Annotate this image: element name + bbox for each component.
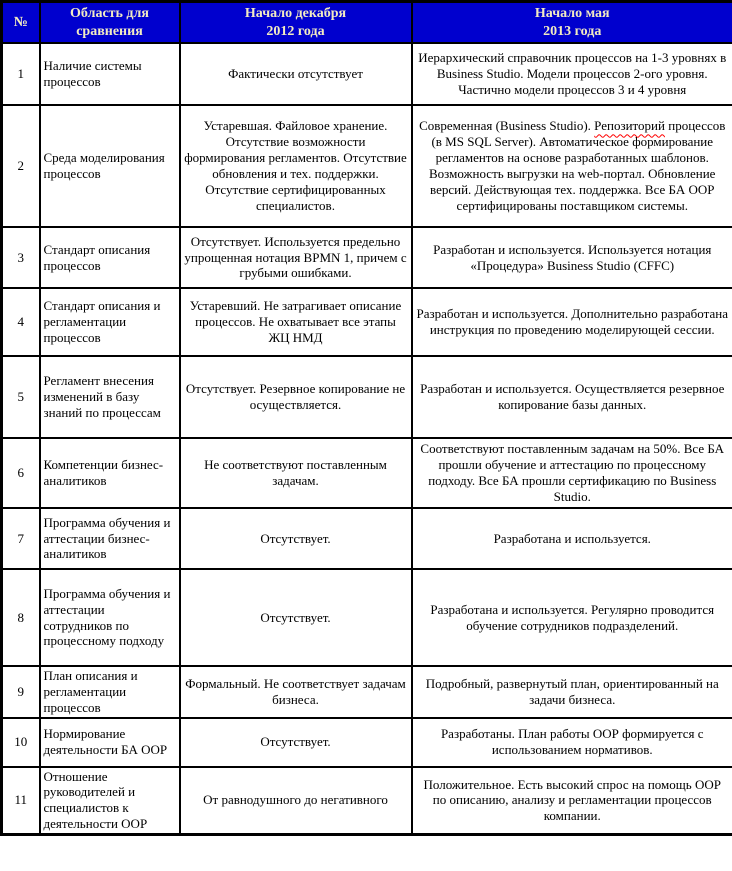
comparison-area-cell: Регламент внесения изменений в базу знаний по процессам	[40, 356, 180, 438]
header-row	[2, 2, 732, 44]
row-number: 7	[2, 508, 40, 569]
row-number: 3	[2, 227, 40, 288]
table-row	[2, 569, 732, 666]
comparison-area-cell: Программа обучения и аттестации сотрудников по процессному подходу	[40, 569, 180, 666]
table-row	[2, 356, 732, 438]
table-row	[2, 227, 732, 288]
may-2013-cell: Разработан и используется. Используется нотация «Процедура» Business Studio (CFFC)	[412, 227, 732, 288]
col-header-may-2013	[412, 2, 732, 44]
comparison-area-cell: Нормирование деятельности БА ООР	[40, 718, 180, 767]
header-line: 2012 года	[266, 23, 325, 39]
table-row	[2, 105, 732, 227]
dec-2012-cell: Устаревший. Не затрагивает описание процессов. Не охватывает все этапы ЖЦ НМД	[180, 288, 412, 356]
may-2013-cell	[412, 105, 732, 227]
comparison-area-cell: Стандарт описания и регламентации процессов	[40, 288, 180, 356]
comparison-area-cell: Программа обучения и аттестации бизнес-аналитиков	[40, 508, 180, 569]
comparison-area-cell: План описания и регламентации процессов	[40, 666, 180, 718]
table-row	[2, 43, 732, 105]
row-number: 10	[2, 718, 40, 767]
may-2013-cell: Положительное. Есть высокий спрос на помощь ООР по описанию, анализу и регламентации процессов компании.	[412, 767, 732, 835]
header-line: 2013 года	[543, 23, 602, 39]
col-header-number: №	[2, 2, 40, 44]
dec-2012-cell: Фактически отсутствует	[180, 43, 412, 105]
may-2013-cell: Иерархический справочник процессов на 1-3 уровнях в Business Studio. Модели процессов 2-ого уровня. Частично модели процессов 3 и 4 уровня	[412, 43, 732, 105]
header-line: Начало декабря	[244, 6, 347, 21]
comparison-area-cell: Отношение руководителей и специалистов к деятельности ООР	[40, 767, 180, 835]
table-row	[2, 438, 732, 508]
row-number: 8	[2, 569, 40, 666]
may-2013-cell: Соответствуют поставленным задачам на 50%. Все БА прошли обучение и аттестацию по процессному подходу. Все БА прошли сертификацию по Business Studio.	[412, 438, 732, 508]
comparison-area-cell: Среда моделирования процессов	[40, 105, 180, 227]
text-segment: Современная (Business Studio).	[419, 118, 595, 134]
dec-2012-cell: Не соответствуют поставленным задачам.	[180, 438, 412, 508]
may-2013-cell: Разработан и используется. Дополнительно разработана инструкция по проведению моделирующей сессии.	[412, 288, 732, 356]
dec-2012-cell: Отсутствует. Используется предельно упрощенная нотация BPMN 1, причем с грубыми ошибками.	[180, 227, 412, 288]
comparison-area-cell: Компетенции бизнес-аналитиков	[40, 438, 180, 508]
text-segment: процессов (в MS SQL Server). Автоматическое формирование регламентов на основе разработанных шаблонов. Возможность выгрузки на web-портал. Обновление версий. Действующая тех. поддержка. Все БА ООР сертифицированы поставщиком системы.	[429, 118, 726, 213]
table-row	[2, 288, 732, 356]
row-number: 5	[2, 356, 40, 438]
row-number: 11	[2, 767, 40, 835]
table-row	[2, 718, 732, 767]
dec-2012-cell: Отсутствует. Резервное копирование не осуществляется.	[180, 356, 412, 438]
table-row	[2, 508, 732, 569]
dec-2012-cell: Отсутствует.	[180, 718, 412, 767]
table-row	[2, 666, 732, 718]
dec-2012-cell: Отсутствует.	[180, 569, 412, 666]
comparison-area-cell: Наличие системы процессов	[40, 43, 180, 105]
row-number: 4	[2, 288, 40, 356]
row-number: 1	[2, 43, 40, 105]
table-row	[2, 767, 732, 835]
may-2013-cell: Разработан и используется. Осуществляется резервное копирование базы данных.	[412, 356, 732, 438]
col-header-dec-2012	[180, 2, 412, 44]
may-2013-cell: Подробный, развернутый план, ориентированный на задачи бизнеса.	[412, 666, 732, 718]
dec-2012-cell: Формальный. Не соответствует задачам бизнеса.	[180, 666, 412, 718]
comparison-area-cell: Стандарт описания процессов	[40, 227, 180, 288]
may-2013-cell: Разработана и используется. Регулярно проводится обучение сотрудников подразделений.	[412, 569, 732, 666]
row-number: 2	[2, 105, 40, 227]
dec-2012-cell: Устаревшая. Файловое хранение. Отсутствие возможности формирования регламентов. Отсутствие обновления и тех. поддержки. Отсутствие сертифицированных специалистов.	[180, 105, 412, 227]
header-line: Начало мая	[534, 6, 610, 21]
col-header-comparison-area: Область для сравнения	[40, 2, 180, 44]
may-2013-cell: Разработаны. План работы ООР формируется с использованием нормативов.	[412, 718, 732, 767]
misspelled-word: Репозиторий	[594, 118, 665, 134]
dec-2012-cell: От равнодушного до негативного	[180, 767, 412, 835]
row-number: 6	[2, 438, 40, 508]
may-2013-cell: Разработана и используется.	[412, 508, 732, 569]
row-number: 9	[2, 666, 40, 718]
dec-2012-cell: Отсутствует.	[180, 508, 412, 569]
